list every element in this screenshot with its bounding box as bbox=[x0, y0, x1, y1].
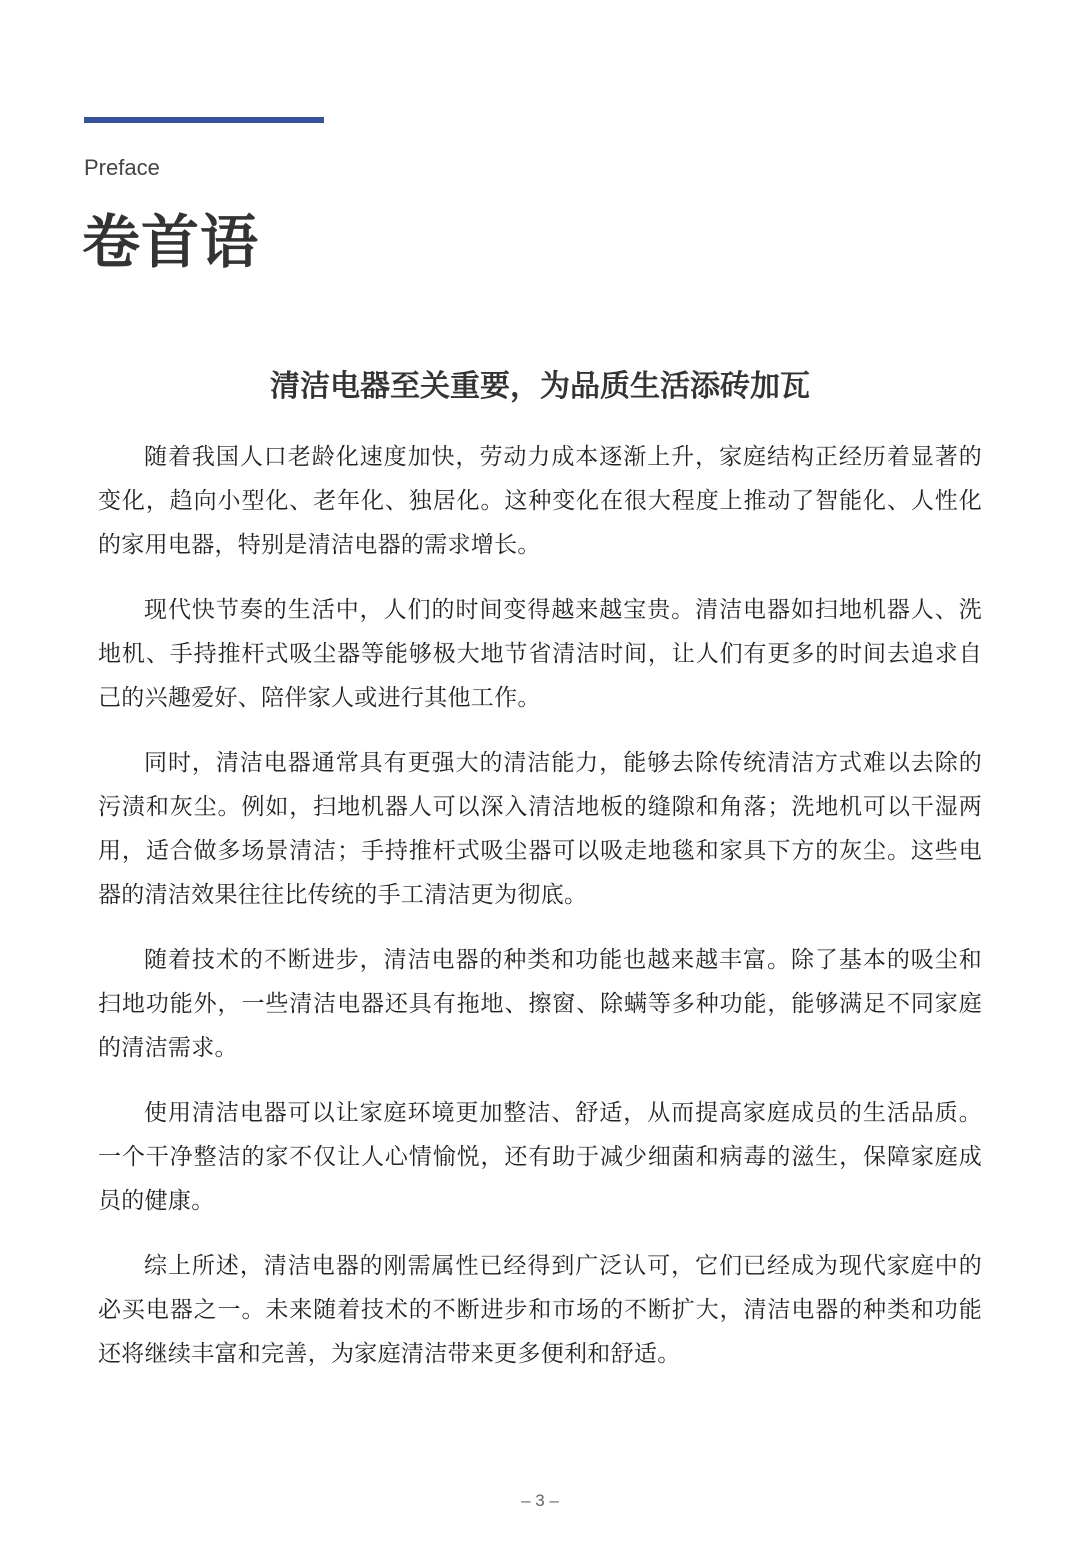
article-body bbox=[98, 435, 982, 1397]
paragraph: 使用清洁电器可以让家庭环境更加整洁、舒适，从而提高家庭成员的生活品质。一个干净整洁的家不仅让人心情愉悦，还有助于减少细菌和病毒的滋生，保障家庭成员的健康。 bbox=[98, 1100, 982, 1214]
paragraph: 同时，清洁电器通常具有更强大的清洁能力，能够去除传统清洁方式难以去除的污渍和灰尘。例如，扫地机器人可以深入清洁地板的缝隙和角落；洗地机可以干湿两用，适合做多场景清洁；手持推杆式吸尘器可以吸走地毯和家具下方的灰尘。这些电器的清洁效果往往比传统的手工清洁更为彻底。 bbox=[98, 750, 982, 908]
header-accent-bar bbox=[84, 117, 324, 123]
paragraph: 现代快节奏的生活中，人们的时间变得越来越宝贵。清洁电器如扫地机器人、洗地机、手持推杆式吸尘器等能够极大地节省清洁时间，让人们有更多的时间去追求自己的兴趣爱好、陪伴家人或进行其他工作。 bbox=[98, 597, 982, 711]
paragraph: 随着我国人口老龄化速度加快，劳动力成本逐渐上升，家庭结构正经历着显著的变化，趋向小型化、老年化、独居化。这种变化在很大程度上推动了智能化、人性化的家用电器，特别是清洁电器的需求增长。 bbox=[98, 444, 982, 558]
page-title: 卷首语 bbox=[82, 208, 260, 276]
article-title: 清洁电器至关重要，为品质生活添砖加瓦 bbox=[270, 369, 810, 404]
paragraph: 随着技术的不断进步，清洁电器的种类和功能也越来越丰富。除了基本的吸尘和扫地功能外，一些清洁电器还具有拖地、擦窗、除螨等多种功能，能够满足不同家庭的清洁需求。 bbox=[98, 947, 982, 1061]
paragraph: 综上所述，清洁电器的刚需属性已经得到广泛认可，它们已经成为现代家庭中的必买电器之一。未来随着技术的不断进步和市场的不断扩大，清洁电器的种类和功能还将继续丰富和完善，为家庭清洁带来更多便利和舒适。 bbox=[98, 1253, 982, 1367]
page-number: – 3 – bbox=[521, 1491, 559, 1510]
section-label: Preface bbox=[84, 155, 160, 180]
